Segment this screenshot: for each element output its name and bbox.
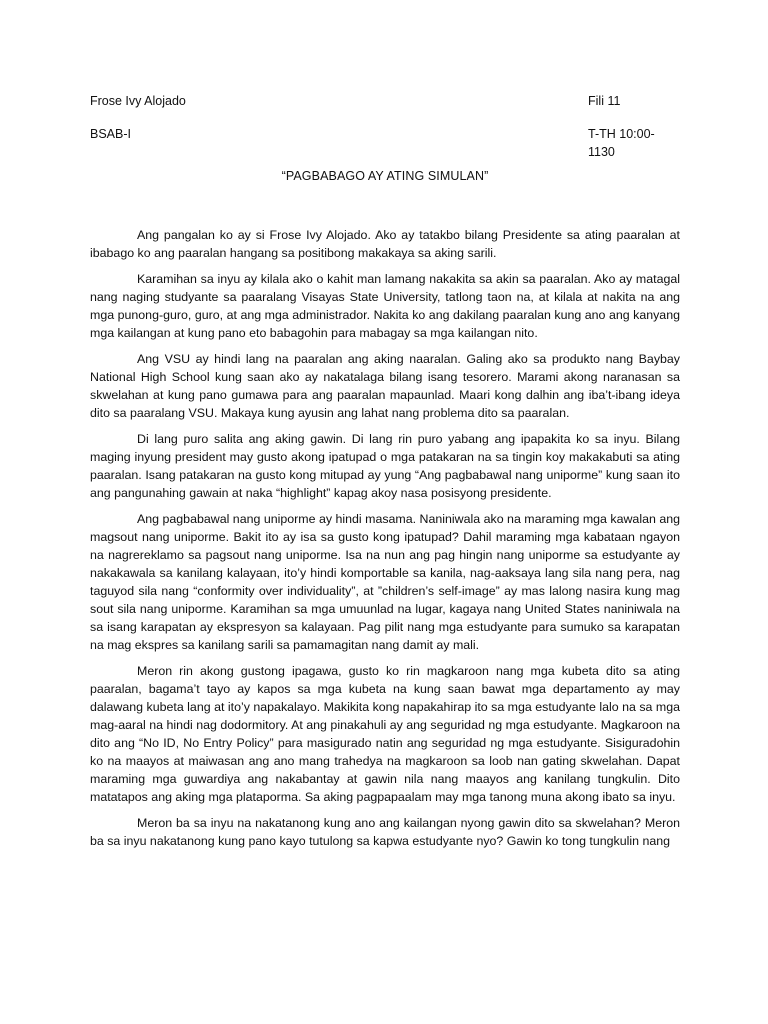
paragraph-6: Meron rin akong gustong ipagawa, gusto ko rin magkaroon nang mga kubeta dito sa ating paaralan, bagama’t tayo ay kapos sa mga kubeta na kung saan bawat mga departamento ay may dalawang kubeta lang at ito’y napakalayo. Makikita kong napakahirap ito sa mga estudyante lalo na sa mga mag-aaral na hindi nag dodormitory. At ang pinakahuli ay ang seguridad ng mga estudyante. Magkaroon na dito ang “No ID, No Entry Policy” para masigurado natin ang seguridad ng mga estudyante. Sisiguradohin ko na maayos at maiwasan ang ano mang trahedya na magkaroon sa loob nan gating skwelahan. Dapat maraming mga guwardiya ang nakabantay at gawin nila nang maayos ang kanilang tungkulin. Dito matatapos ang aking mga plataporma. Sa aking pagpapaalam may mga tanong muna akong ibato sa inyu.: [90, 664, 680, 804]
paragraph-7: Meron ba sa inyu na nakatanong kung ano ang kailangan nyong gawin dito sa skwelahan? Meron ba sa inyu nakatanong kung pano kayo tutulong sa kapwa estudyante nyo? Gawin ko tong tungkulin nang: [90, 816, 680, 848]
header-row-2: [90, 125, 680, 159]
document-page: [90, 92, 680, 858]
header-row-1: [90, 92, 680, 110]
class-schedule: T-TH 10:00-1130: [588, 127, 655, 159]
paragraph-3: Ang VSU ay hindi lang na paaralan ang aking naaralan. Galing ako sa produkto nang Baybay National High School kung saan ako ay nakatalaga bilang isang tesorero. Marami akong naranasan sa skwelahan at kung pano gumawa para ang paaralan mapaunlad. Maari kong dalhin ang iba’t-ibang ideya dito sa paaralang VSU. Makaya kung ayusin ang lahat nang problema dito sa paaralan.: [90, 352, 680, 420]
subject-code: Fili 11: [588, 94, 621, 108]
paragraph-5: Ang pagbabawal nang uniporme ay hindi masama. Naniniwala ako na maraming mga kawalan ang magsout nang uniporme. Bakit ito ay isa sa gusto kong ipatupad? Dahil maraming mga kabataan ngayon na nagrereklamo sa pagsout nang uniporme. Isa na nun ang pag hingin nang uniporme sa estudyante ay nakakawala sa kanilang kalayaan, ito’y hindi komportable sa kanila, nag-aaksaya lang sila nang pera, nag taguyod sila nang “conformity over individuality”, at ”children’s self-image” ay mas lalong nasira kung mag sout sila nang uniporme. Karamihan sa mga umuunlad na lugar, kagaya nang United States naniniwala na sa isang karapatan ay ekspresyon sa kalayaan. Pag pilit nang mga estudyante para sumuko sa karapatan na mag ekspres sa kanilang sarili sa pamamagitan nang damit ay mali.: [90, 512, 680, 652]
paragraph-4: Di lang puro salita ang aking gawin. Di lang rin puro yabang ang ipapakita ko sa inyu. Bilang maging inyung president may gusto akong ipatupad o mga patakaran na sa tingin koy makakabuti sa ating paaralan. Isang patakaran na gusto kong mitupad ay yung “Ang pagbabawal nang uniporme” kung saan ito ang pangunahing gawain at naka “highlight” kapag akoy nasa posisyong presidente.: [90, 432, 680, 500]
author-name: Frose Ivy Alojado: [90, 94, 186, 108]
document-title: “PAGBABAGO AY ATING SIMULAN”: [281, 169, 489, 183]
paragraph-1: Ang pangalan ko ay si Frose Ivy Alojado. Ako ay tatakbo bilang Presidente sa ating paaralan at ibabago ko ang paaralan hangang sa positibong makakaya sa aking sarili.: [90, 228, 680, 260]
paragraph-2: Karamihan sa inyu ay kilala ako o kahit man lamang nakakita sa akin sa paaralan. Ako ay matagal nang naging studyante sa paaralang Visayas State University, tatlong taon na, at kilala at nakita na ang mga punong-guro, guro, at ang mga administrador. Nakita ko ang dakilang paaralan kung ano ang kanyang mga kailangan at kung pano eto babagohin para mabagay sa mga kailangan nito.: [90, 272, 680, 340]
course-code: BSAB-I: [90, 127, 131, 141]
